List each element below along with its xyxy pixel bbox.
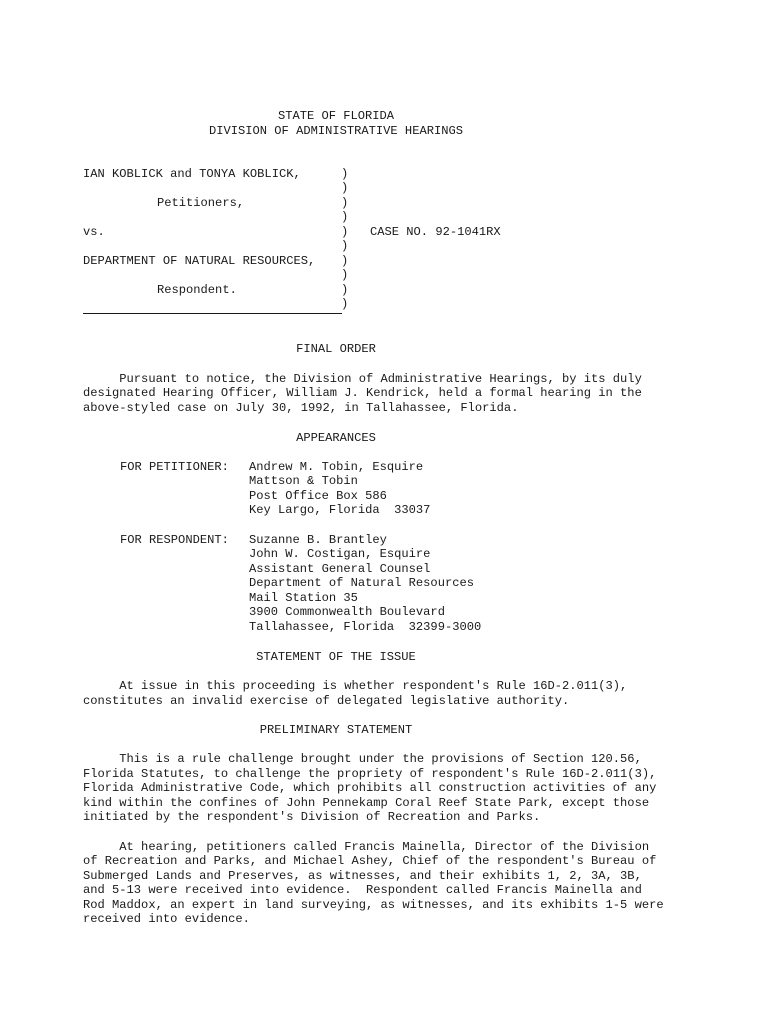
preliminary-para1-line: initiated by the respondent's Division of Recreation and Parks.	[83, 810, 541, 824]
caption-paren: )	[341, 181, 349, 195]
header-division: DIVISION OF ADMINISTRATIVE HEARINGS	[208, 124, 463, 138]
caption-paren: )	[341, 297, 349, 311]
preliminary-heading: PRELIMINARY STATEMENT	[259, 723, 413, 737]
final-order-intro-line: designated Hearing Officer, William J. Kendrick, held a formal hearing in the	[83, 386, 642, 400]
caption-paren: )	[341, 210, 349, 224]
caption-versus: vs.	[83, 225, 105, 239]
respondent-counsel-line: Department of Natural Resources	[249, 576, 474, 590]
final-order-heading: FINAL ORDER	[296, 342, 376, 356]
preliminary-para1-line: Florida Administrative Code, which prohibits all construction activities of any	[83, 781, 657, 795]
caption-paren: )	[341, 225, 349, 239]
respondent-counsel-line: Suzanne B. Brantley	[249, 533, 387, 547]
caption-respondent-name: DEPARTMENT OF NATURAL RESOURCES,	[83, 254, 316, 268]
caption-paren: )	[341, 167, 349, 181]
caption-paren: )	[341, 254, 349, 268]
preliminary-para2-line: At hearing, petitioners called Francis Mainella, Director of the Division	[83, 840, 650, 854]
caption-paren: )	[341, 283, 349, 297]
preliminary-para2-line: Submerged Lands and Preserves, as witnesses, and their exhibits 1, 2, 3A, 3B,	[83, 869, 642, 883]
respondent-counsel-line: Tallahassee, Florida 32399-3000	[249, 620, 482, 634]
preliminary-para2-line: Rod Maddox, an expert in land surveying, as witnesses, and its exhibits 1-5 were	[83, 898, 664, 912]
caption-paren: )	[341, 196, 349, 210]
caption-paren: )	[341, 239, 349, 253]
respondent-counsel-line: Mail Station 35	[249, 591, 358, 605]
header-state: STATE OF FLORIDA	[277, 109, 395, 123]
appearances-heading: APPEARANCES	[296, 431, 376, 445]
final-order-intro-line: Pursuant to notice, the Division of Administrative Hearings, by its duly	[83, 372, 642, 386]
respondent-counsel-line: Assistant General Counsel	[249, 562, 431, 576]
preliminary-para1-line: This is a rule challenge brought under the provisions of Section 120.56,	[83, 752, 642, 766]
caption-paren: )	[341, 268, 349, 282]
final-order-intro-line: above-styled case on July 30, 1992, in Tallahassee, Florida.	[83, 401, 519, 415]
petitioner-counsel-line: Key Largo, Florida 33037	[249, 503, 431, 517]
respondent-counsel-line: John W. Costigan, Esquire	[249, 547, 431, 561]
respondent-counsel-line: 3900 Commonwealth Boulevard	[249, 605, 445, 619]
preliminary-para2-line: and 5-13 were received into evidence. Respondent called Francis Mainella and	[83, 883, 642, 897]
preliminary-para1-line: kind within the confines of John Pennekamp Coral Reef State Park, except those	[83, 796, 650, 810]
caption-petitioners-names: IAN KOBLICK and TONYA KOBLICK,	[83, 167, 301, 181]
preliminary-para2-line: of Recreation and Parks, and Michael Ashey, Chief of the respondent's Bureau of	[83, 854, 657, 868]
respondent-counsel-label: FOR RESPONDENT:	[120, 533, 229, 547]
petitioner-counsel-line: Mattson & Tobin	[249, 474, 358, 488]
preliminary-para1-line: Florida Statutes, to challenge the propriety of respondent's Rule 16D-2.011(3),	[83, 767, 657, 781]
issue-line: constitutes an invalid exercise of delegated legislative authority.	[83, 694, 570, 708]
caption-petitioners-label: Petitioners,	[157, 196, 245, 210]
issue-line: At issue in this proceeding is whether respondent's Rule 16D-2.011(3),	[83, 679, 628, 693]
caption-respondent-label: Respondent.	[157, 283, 237, 297]
caption-underline	[83, 313, 342, 314]
petitioner-counsel-line: Andrew M. Tobin, Esquire	[249, 460, 424, 474]
preliminary-para2-line: received into evidence.	[83, 912, 250, 926]
petitioner-counsel-line: Post Office Box 586	[249, 489, 387, 503]
petitioner-counsel-label: FOR PETITIONER:	[120, 460, 229, 474]
issue-heading: STATEMENT OF THE ISSUE	[256, 650, 416, 664]
caption-case-number: CASE NO. 92-1041RX	[370, 225, 501, 239]
